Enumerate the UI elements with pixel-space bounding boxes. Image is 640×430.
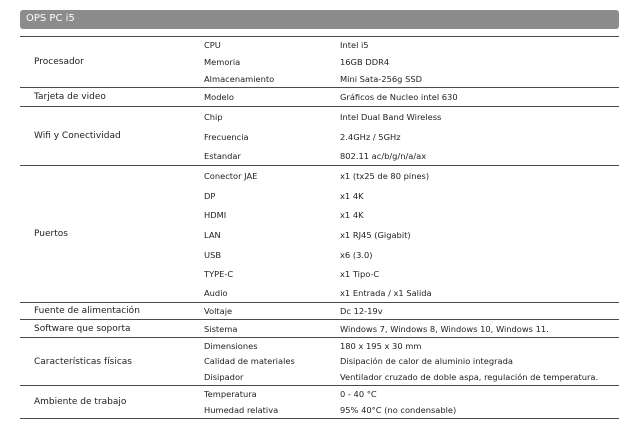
spec-row [20,353,619,369]
spec-label: Temperatura [204,389,257,399]
spec-value: x1 Tipo-C [340,268,380,279]
spec-value: x6 (3.0) [340,249,373,260]
spec-category: Puertos [34,229,68,239]
spec-value: 2.4GHz / 5GHz [340,132,401,142]
spec-category: Fuente de alimentación [34,306,140,316]
spec-row [20,225,619,245]
spec-category: Características físicas [34,356,132,367]
spec-group [20,320,619,338]
spec-row [20,166,619,186]
spec-value: Gráficos de Nucleo intel 630 [340,92,458,102]
spec-category: Tarjeta de video [34,92,106,102]
spec-label: Humedad relativa [204,405,279,415]
spec-row [20,147,619,165]
spec-value: 0 - 40 °C [340,389,377,399]
spec-category: Wifi y Conectividad [34,131,121,141]
spec-group [20,303,619,320]
spec-category: Procesador [34,57,84,67]
spec-group [20,338,619,386]
spec-row [20,303,619,319]
spec-group [20,107,619,166]
header-bar [20,10,619,29]
spec-label: Dimensiones [204,340,258,351]
spec-label: CPU [204,40,221,50]
spec-label: Conector JAE [204,171,258,181]
spec-row [20,320,619,337]
spec-category: Ambiente de trabajo [34,397,127,407]
spec-label: Audio [204,287,228,298]
spec-value: x1 Entrada / x1 Salida [340,287,432,298]
spec-group [20,88,619,107]
spec-label: Almacenamiento [204,73,275,84]
spec-row [20,338,619,353]
spec-row [20,245,619,264]
spec-value: Windows 7, Windows 8, Windows 10, Windows 11. [340,323,549,334]
spec-label: DP [204,190,216,201]
spec-value: x1 4K [340,210,364,220]
page-title: OPS PC i5 [26,13,75,24]
spec-value: 95% 40°C (no condensable) [340,405,457,415]
spec-row [20,205,619,225]
spec-row [20,369,619,385]
spec-value: 802.11 ac/b/g/n/a/ax [340,151,427,161]
spec-value: 180 x 195 x 30 mm [340,340,422,351]
spec-value: x1 (tx25 de 80 pines) [340,171,430,181]
spec-row [20,402,619,418]
spec-group [20,386,619,419]
spec-row [20,88,619,106]
spec-value: Dc 12-19v [340,306,383,316]
spec-label: Modelo [204,92,234,102]
spec-row [20,70,619,87]
spec-row [20,107,619,127]
spec-value: 16GB DDR4 [340,56,390,67]
spec-row [20,186,619,205]
spec-group [20,166,619,303]
spec-label: LAN [204,230,221,240]
spec-row [20,53,619,70]
spec-label: Memoria [204,56,241,67]
spec-value: x1 RJ45 (Gigabit) [340,230,411,240]
spec-row [20,127,619,147]
spec-label: Estandar [204,151,241,161]
spec-row [20,37,619,53]
spec-row [20,386,619,402]
spec-label: Sistema [204,323,238,334]
spec-label: Disipador [204,372,244,382]
spec-label: USB [204,249,222,260]
spec-value: Ventilador cruzado de doble aspa, regulación de temperatura. [340,372,599,382]
spec-value: Intel Dual Band Wireless [340,112,442,122]
spec-label: Frecuencia [204,132,249,142]
spec-label: Voltaje [204,306,233,316]
spec-label: HDMI [204,210,227,220]
spec-row [20,283,619,302]
spec-value: x1 4K [340,190,364,201]
spec-row [20,264,619,283]
spec-value: Disipación de calor de aluminio integrada [340,356,513,366]
spec-category: Software que soporta [34,323,131,334]
spec-group [20,36,619,88]
spec-value: Mini Sata-256g SSD [340,73,423,84]
spec-label: Calidad de materiales [204,356,295,366]
spec-label: TYPE-C [204,268,234,279]
spec-value: Intel i5 [340,40,369,50]
spec-table [20,36,619,419]
spec-label: Chip [204,112,223,122]
